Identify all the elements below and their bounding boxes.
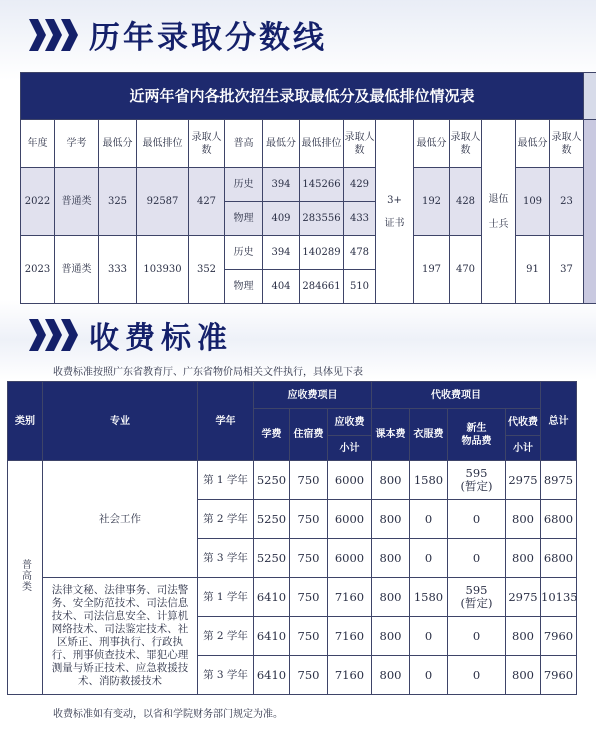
th-major: 专业 bbox=[43, 382, 198, 461]
category-value: 普高类 bbox=[19, 559, 31, 592]
admission-score-table bbox=[20, 72, 596, 304]
cell-pg-min-rank: 145266 bbox=[300, 168, 344, 202]
table-row bbox=[8, 461, 577, 500]
cell-uniform: 0 bbox=[410, 500, 448, 539]
cell-vet-min-score: 91 bbox=[516, 236, 550, 304]
fee-note: 收费标准按照广东省教育厅、广东省物价局相关文件执行，具体见下表 bbox=[53, 367, 363, 378]
cell-pg-min-rank: 140289 bbox=[300, 236, 344, 270]
supplies-value: 595 bbox=[465, 466, 488, 480]
cell-cert-enroll: 470 bbox=[450, 236, 482, 304]
cell-dorm: 750 bbox=[290, 539, 328, 578]
cell-school-subtotal: 7160 bbox=[328, 656, 372, 695]
cell-total: 7960 bbox=[541, 617, 577, 656]
cell-uniform: 0 bbox=[410, 617, 448, 656]
th-tuition: 学费 bbox=[254, 409, 290, 461]
cell-year: 第 3 学年 bbox=[198, 539, 254, 578]
cell-pg-enroll: 510 bbox=[344, 270, 376, 304]
cell-pg-min-score: 394 bbox=[263, 236, 300, 270]
cell-agency-subtotal: 800 bbox=[506, 500, 541, 539]
th-subtotal: 小计 bbox=[328, 436, 372, 461]
cell-school-subtotal: 6000 bbox=[328, 500, 372, 539]
th-school-subtotal: 应收费 bbox=[328, 409, 372, 436]
cell-category: 普通类 bbox=[55, 236, 99, 304]
cell-enroll: 427 bbox=[189, 168, 225, 236]
cell-supplies bbox=[448, 578, 506, 617]
cell-supplies: 0 bbox=[448, 539, 506, 578]
th-supplies bbox=[448, 409, 506, 461]
cell-pg-enroll: 429 bbox=[344, 168, 376, 202]
th-total: 总计 bbox=[541, 382, 577, 461]
cell-supplies: 0 bbox=[448, 617, 506, 656]
cell-dorm: 750 bbox=[290, 578, 328, 617]
cell-tuition: 5250 bbox=[254, 461, 290, 500]
cell-total: 8975 bbox=[541, 461, 577, 500]
cell-tuition: 6410 bbox=[254, 656, 290, 695]
cell-pg-enroll: 478 bbox=[344, 236, 376, 270]
cell-textbook: 800 bbox=[372, 461, 410, 500]
cell-tuition: 5250 bbox=[254, 500, 290, 539]
cell-min-score: 325 bbox=[99, 168, 137, 236]
cell-min-rank: 92587 bbox=[137, 168, 189, 236]
cell-agency-subtotal: 2975 bbox=[506, 461, 541, 500]
cell-year: 2022 bbox=[21, 168, 55, 236]
cell-agency-subtotal: 800 bbox=[506, 656, 541, 695]
cell-vet-min-score: 109 bbox=[516, 168, 550, 236]
th-school-fees: 应收费项目 bbox=[254, 382, 372, 409]
cell-dorm: 750 bbox=[290, 656, 328, 695]
cell-enroll: 352 bbox=[189, 236, 225, 304]
cell-school-subtotal: 6000 bbox=[328, 461, 372, 500]
th-pg-min-rank: 最低排位 bbox=[300, 120, 344, 168]
cell-pg-min-score: 409 bbox=[263, 202, 300, 236]
th-category: 学考 bbox=[55, 120, 99, 168]
footer-note: 收费标准如有变动，以省和学院财务部门规定为准。 bbox=[53, 709, 283, 720]
cell-total: 6800 bbox=[541, 500, 577, 539]
cell-supplies: 0 bbox=[448, 500, 506, 539]
cell-pg-min-score: 404 bbox=[263, 270, 300, 304]
section-title: 历年录取分数线 bbox=[89, 20, 327, 56]
cell-year: 2023 bbox=[21, 236, 55, 304]
cell-agency-subtotal: 2975 bbox=[506, 578, 541, 617]
cell-year: 第 2 学年 bbox=[198, 500, 254, 539]
cell-vet-enroll: 37 bbox=[550, 236, 584, 304]
triple-chevron-icon bbox=[27, 17, 79, 53]
cell-subject: 历史 bbox=[225, 168, 263, 202]
section-title: 收费标准 bbox=[89, 321, 233, 356]
cell-cert-min-score: 192 bbox=[414, 168, 450, 236]
th-cert-min-score: 最低分 bbox=[414, 120, 450, 168]
cell-agency-subtotal: 800 bbox=[506, 617, 541, 656]
th-enroll: 录取人数 bbox=[189, 120, 225, 168]
caption-side-cell bbox=[584, 73, 596, 120]
th-dorm: 住宿费 bbox=[290, 409, 328, 461]
cell-pg-min-rank: 283556 bbox=[300, 202, 344, 236]
th-cert-enroll: 录取人数 bbox=[450, 120, 482, 168]
cell-tuition: 5250 bbox=[254, 539, 290, 578]
cell-supplies bbox=[448, 461, 506, 500]
cell-min-score: 333 bbox=[99, 236, 137, 304]
th-agency-subtotal: 代收费 bbox=[506, 409, 541, 436]
table-caption: 近两年省内各批次招生录取最低分及最低排位情况表 bbox=[21, 73, 584, 120]
cert-label-line1: 3+ bbox=[387, 194, 402, 206]
cell-textbook: 800 bbox=[372, 500, 410, 539]
cell-major: 法律文秘、法律事务、司法警务、安全防范技术、司法信息技术、司法信息安全、计算机网络技术、司法鉴定技术、社区矫正、刑事执行、行政执行、刑事侦查技术、罪犯心理测量与矫正技术、应急救援技术、消防救援技术 bbox=[43, 578, 198, 695]
cell-textbook: 800 bbox=[372, 656, 410, 695]
th-year: 学年 bbox=[198, 382, 254, 461]
th-min-rank: 最低排位 bbox=[137, 120, 189, 168]
cell-major: 社会工作 bbox=[43, 461, 198, 578]
cell-vet-enroll: 23 bbox=[550, 168, 584, 236]
cell-subject: 物理 bbox=[225, 270, 263, 304]
th-category: 类别 bbox=[8, 382, 43, 461]
th-min-score: 最低分 bbox=[99, 120, 137, 168]
th-agency-fees: 代收费项目 bbox=[372, 382, 541, 409]
cell-school-subtotal: 6000 bbox=[328, 539, 372, 578]
cell-min-rank: 103930 bbox=[137, 236, 189, 304]
cell-uniform: 1580 bbox=[410, 461, 448, 500]
cell-uniform: 1580 bbox=[410, 578, 448, 617]
cell-supplies: 0 bbox=[448, 656, 506, 695]
section-heading-fees bbox=[27, 313, 233, 357]
veteran-label-line1: 退伍 bbox=[488, 193, 509, 205]
cert-label-line2: 证书 bbox=[384, 217, 405, 229]
cert-label-cell bbox=[376, 120, 414, 304]
section-heading-admission bbox=[27, 12, 327, 57]
cell-subject: 历史 bbox=[225, 236, 263, 270]
cell-school-subtotal: 7160 bbox=[328, 578, 372, 617]
supplies-value: 595 bbox=[465, 583, 488, 597]
side-strip bbox=[584, 120, 596, 304]
th-pg-min-score: 最低分 bbox=[263, 120, 300, 168]
cell-uniform: 0 bbox=[410, 539, 448, 578]
cell-school-subtotal: 7160 bbox=[328, 617, 372, 656]
cell-category bbox=[8, 461, 43, 695]
th-textbook: 课本费 bbox=[372, 409, 410, 461]
veteran-label-line2: 士兵 bbox=[488, 218, 509, 230]
th-year: 年度 bbox=[21, 120, 55, 168]
th-supplies-line1: 新生 bbox=[466, 422, 487, 434]
cell-dorm: 750 bbox=[290, 461, 328, 500]
cell-total: 6800 bbox=[541, 539, 577, 578]
cell-uniform: 0 bbox=[410, 656, 448, 695]
cell-dorm: 750 bbox=[290, 617, 328, 656]
cell-year: 第 1 学年 bbox=[198, 578, 254, 617]
fee-table bbox=[7, 381, 577, 695]
cell-tuition: 6410 bbox=[254, 578, 290, 617]
triple-chevron-icon bbox=[27, 317, 79, 353]
cell-agency-subtotal: 800 bbox=[506, 539, 541, 578]
th-pugao: 普高 bbox=[225, 120, 263, 168]
th-pg-enroll: 录取人数 bbox=[344, 120, 376, 168]
th-uniform: 衣服费 bbox=[410, 409, 448, 461]
table-row bbox=[8, 578, 577, 617]
cell-year: 第 3 学年 bbox=[198, 656, 254, 695]
cell-textbook: 800 bbox=[372, 617, 410, 656]
supplies-note: (暂定) bbox=[460, 479, 493, 493]
cell-year: 第 2 学年 bbox=[198, 617, 254, 656]
cell-cert-min-score: 197 bbox=[414, 236, 450, 304]
cell-textbook: 800 bbox=[372, 578, 410, 617]
th-subtotal: 小计 bbox=[506, 436, 541, 461]
cell-tuition: 6410 bbox=[254, 617, 290, 656]
th-vet-min-score: 最低分 bbox=[516, 120, 550, 168]
th-supplies-line2: 物品费 bbox=[461, 435, 492, 447]
th-vet-enroll: 录取人数 bbox=[550, 120, 584, 168]
cell-cert-enroll: 428 bbox=[450, 168, 482, 236]
cell-total: 7960 bbox=[541, 656, 577, 695]
cell-total: 10135 bbox=[541, 578, 577, 617]
cell-textbook: 800 bbox=[372, 539, 410, 578]
cell-pg-min-rank: 284661 bbox=[300, 270, 344, 304]
cell-pg-min-score: 394 bbox=[263, 168, 300, 202]
cell-subject: 物理 bbox=[225, 202, 263, 236]
cell-year: 第 1 学年 bbox=[198, 461, 254, 500]
veteran-label-cell bbox=[482, 120, 516, 304]
cell-category: 普通类 bbox=[55, 168, 99, 236]
cell-dorm: 750 bbox=[290, 500, 328, 539]
cell-pg-enroll: 433 bbox=[344, 202, 376, 236]
supplies-note: (暂定) bbox=[460, 596, 493, 610]
